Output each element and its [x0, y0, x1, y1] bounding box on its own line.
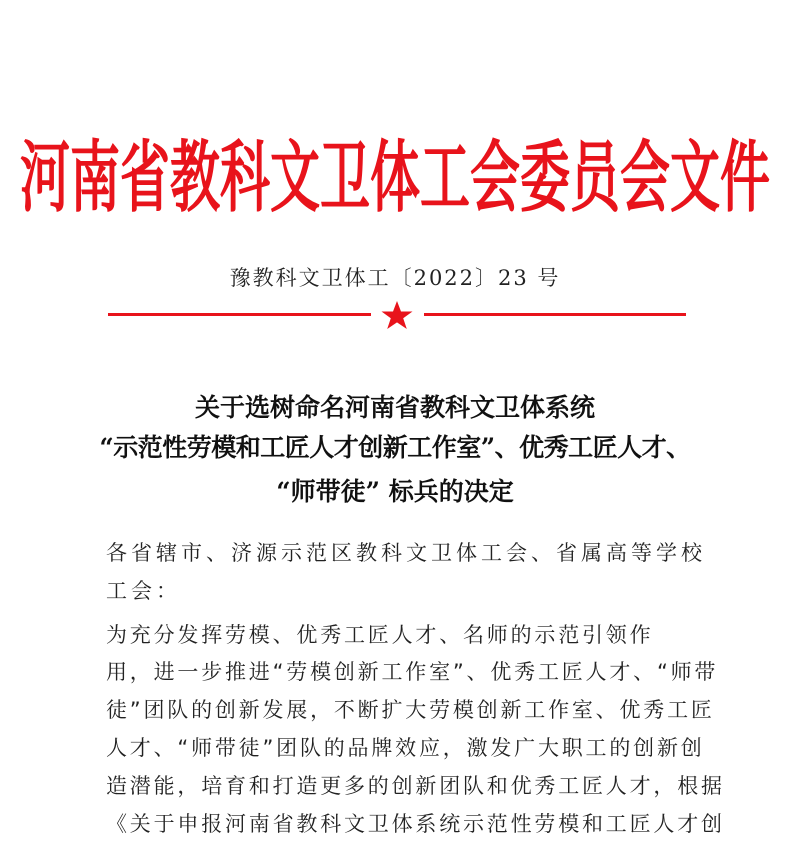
body-line-2: 用，进一步推进“劳模创新工作室”、优秀工匠人才、“师带	[106, 660, 719, 684]
salutation-line-2: 工会：	[106, 579, 181, 603]
divider-line-right	[424, 313, 686, 316]
body-line-3: 徒”团队的创新发展，不断扩大劳模创新工作室、优秀工匠	[106, 698, 715, 722]
document-number: 豫教科文卫体工〔2022〕23 号	[229, 266, 561, 290]
body-line-4: 人才、“师带徒”团队的品牌效应，激发广大职工的创新创	[106, 736, 705, 760]
star-icon	[380, 300, 414, 330]
masthead-title: 河南省教科文卫体工会委员会文件	[20, 130, 770, 223]
salutation-line-1: 各省辖市、济源示范区教科文卫体工会、省属高等学校	[106, 541, 706, 565]
body-line-6: 《关于申报河南省教科文卫体系统示范性劳模和工匠人才创	[106, 812, 725, 836]
decision-title-line-1: 关于选树命名河南省教科文卫体系统	[194, 393, 595, 422]
body-line-1: 为充分发挥劳模、优秀工匠人才、名师的示范引领作	[106, 623, 654, 647]
red-divider	[108, 300, 686, 330]
decision-title-line-3: “师带徒” 标兵的决定	[276, 477, 514, 506]
divider-line-left	[108, 313, 371, 316]
decision-title-line-2: “示范性劳模和工匠人才创新工作室”、优秀工匠人才、	[99, 433, 691, 462]
body-line-5: 造潜能，培育和打造更多的创新团队和优秀工匠人才，根据	[106, 774, 725, 798]
